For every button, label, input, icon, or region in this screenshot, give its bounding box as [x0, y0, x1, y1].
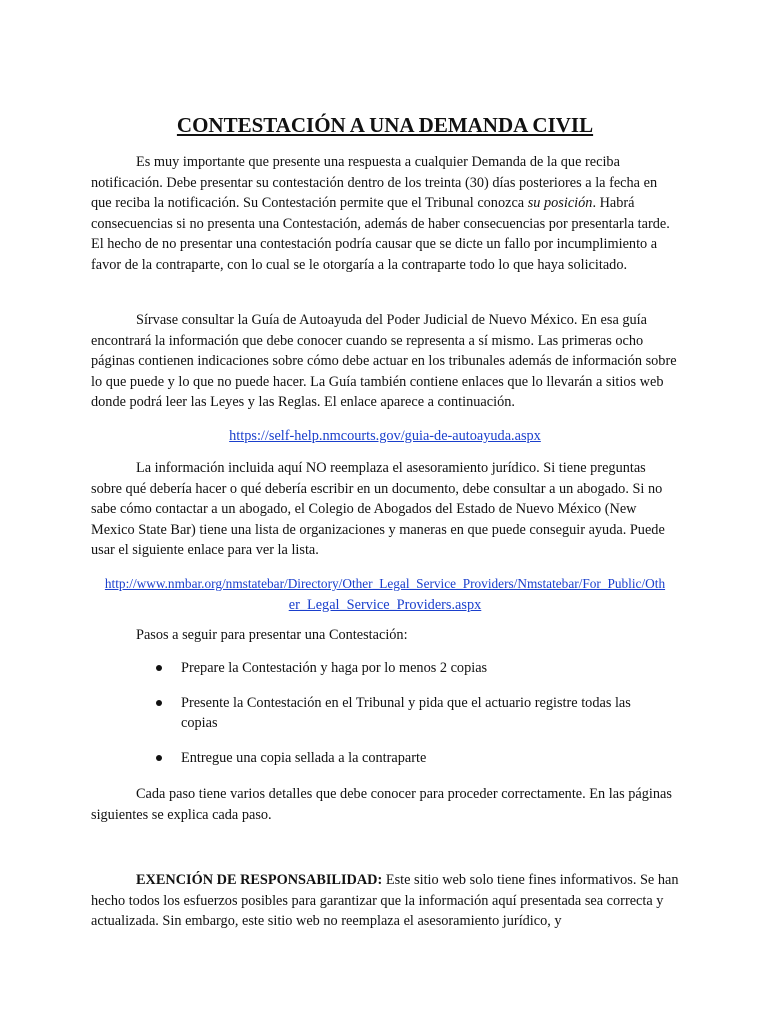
- paragraph-guide: [91, 310, 679, 413]
- nmbar-link-line-1: http://www.nmbar.org/nmstatebar/Directory/Other_Legal_Service_Providers/Nmstatebar/For_Public/Oth: [104, 576, 666, 591]
- nmbar-providers-link[interactable]: [91, 574, 679, 615]
- nmbar-link-line-2: er_Legal_Service_Providers.aspx: [288, 596, 482, 613]
- paragraph-guide-text: Sírvase consultar la Guía de Autoayuda del Poder Judicial de Nuevo México. En esa guía encontrará la información que debe conocer cuando se representa a sí mismo. Las primeras ocho páginas contienen indicaciones sobre cómo debe actuar en los tribunales además de información sobre lo que puede y lo que no puede hacer. La Guía también contiene enlaces que lo llevarán a sitios web donde podrá leer las Leyes y las Reglas. El enlace aparece a continuación.: [91, 312, 677, 411]
- disclaimer-label: EXENCIÓN DE RESPONSABILIDAD:: [136, 872, 383, 888]
- paragraph-steps-detail-text: Cada paso tiene varios detalles que debe conocer para proceder correctamente. En las páginas siguientes se explica cada paso.: [91, 786, 672, 823]
- step-text: Presente la Contestación en el Tribunal y pida que el actuario registre todas las copias: [181, 694, 631, 732]
- step-text: Prepare la Contestación y haga por lo menos 2 copias: [181, 660, 488, 676]
- paragraph-importance: [91, 152, 679, 276]
- paragraph-legal-advice: [91, 458, 679, 561]
- paragraph-importance-end: . Habrá consecuencias si no presenta una Contestación, además de haber consecuencias por presentarla tarde. El hecho de no presentar una contestación podría causar que se dicte un fallo por incumplimiento a favor de la contraparte, con lo cual se le otorgaría a la contraparte todo lo que haya solicitado.: [91, 195, 670, 273]
- list-item: [150, 693, 670, 734]
- self-help-guide-link[interactable]: https://self-help.nmcourts.gov/guia-de-autoayuda.aspx: [229, 428, 541, 444]
- paragraph-legal-advice-text: La información incluida aquí NO reemplaza el asesoramiento jurídico. Si tiene preguntas sobre qué debería hacer o qué debería escribir en un documento, debe consultar a un abogado. Si no sabe cómo contactar a un abogado, el Colegio de Abogados del Estado de Nuevo México (New Mexico State Bar) tiene una lista de organizaciones y maneras en que puede conseguir ayuda. Puede usar el siguiente enlace para ver la lista.: [91, 460, 665, 559]
- list-item: [150, 748, 670, 769]
- document-title: CONTESTACIÓN A UNA DEMANDA CIVIL: [176, 113, 594, 137]
- paragraph-importance-start: Es muy importante que presente una respuesta a cualquier Demanda de la que reciba notificación. Debe presentar su contestación dentro de los treinta (30) días posteriores a la fecha en que reciba la notificación. Su Contestación permite que el Tribunal conozca: [91, 154, 658, 212]
- paragraph-importance-emphasis: su posición: [527, 195, 593, 212]
- steps-intro: Pasos a seguir para presentar una Contestación:: [136, 627, 408, 643]
- bullet-icon: [156, 700, 162, 706]
- bullet-icon: [156, 665, 162, 671]
- paragraph-steps-detail: [91, 784, 679, 825]
- paragraph-disclaimer: [91, 870, 679, 932]
- paragraph-importance-text: [91, 152, 679, 276]
- step-text: Entregue una copia sellada a la contraparte: [181, 749, 427, 766]
- list-item: [150, 658, 670, 679]
- steps-list: [150, 658, 670, 768]
- disclaimer-text: Este sitio web solo tiene fines informativos. Se han hecho todos los esfuerzos posibles para garantizar que la información aquí presentada sea correcta y actualizada. Sin embargo, este sitio web no reemplaza el asesoramiento jurídico, y: [91, 872, 679, 930]
- paragraph-disclaimer-text: [91, 870, 679, 932]
- bullet-icon: [156, 755, 162, 761]
